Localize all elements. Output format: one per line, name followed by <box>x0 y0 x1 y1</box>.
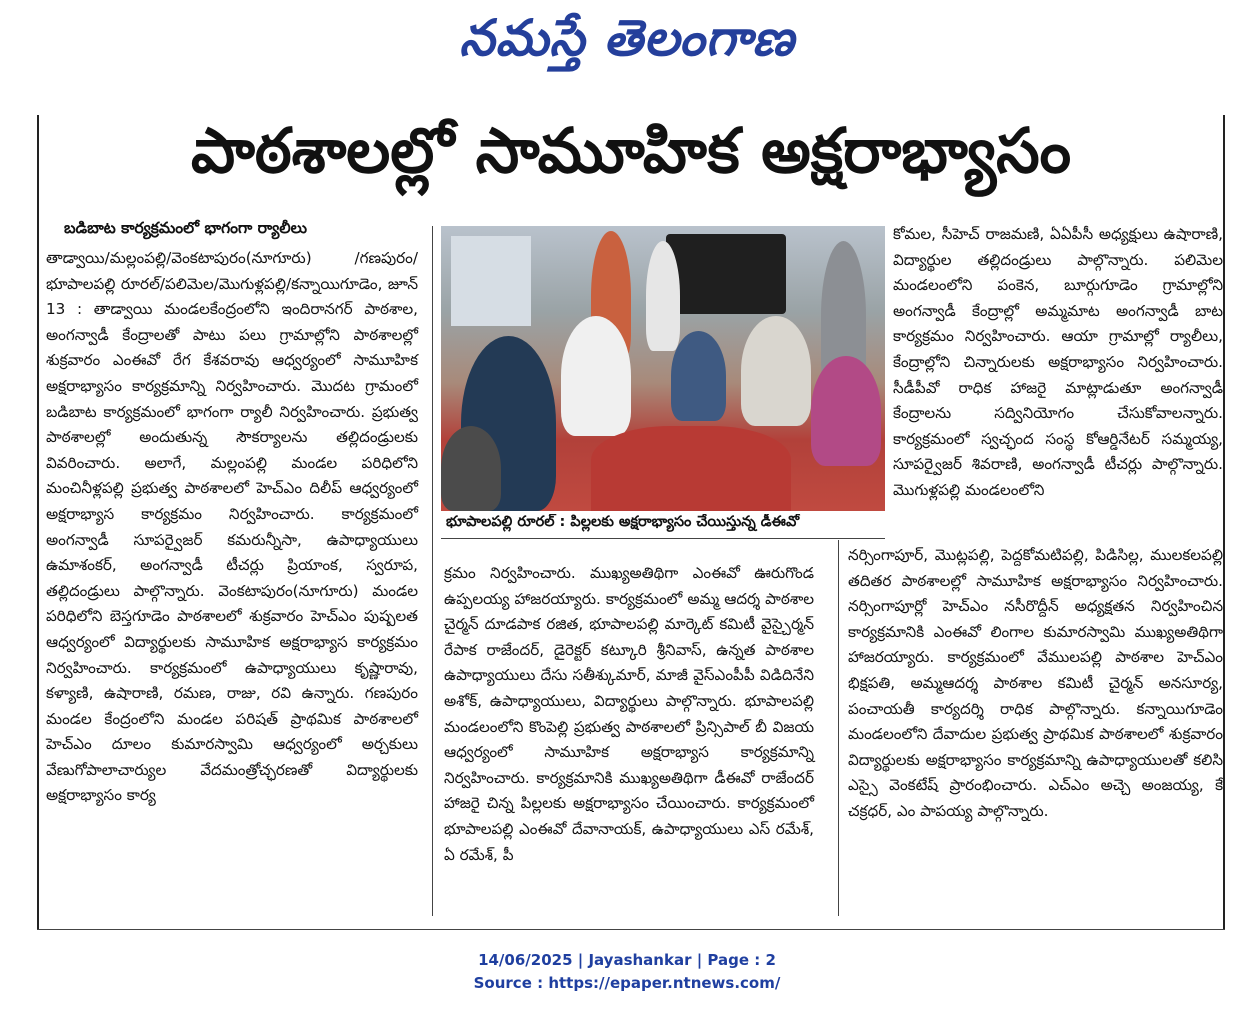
article-column-3 <box>893 222 1223 504</box>
photo-caption: భూపాలపల్లి రూరల్ : పిల్లలకు అక్షరాభ్యాసం చేయిస్తున్న డీఈవో <box>446 514 800 530</box>
photo-person <box>441 426 501 511</box>
footer-dateline: 14/06/2025 | Jayashankar | Page : 2 <box>478 951 776 969</box>
caption-rule <box>441 538 885 539</box>
clip-bottom-border <box>37 929 1225 930</box>
clip-border-left <box>37 115 39 930</box>
photo-carpet <box>591 426 791 511</box>
photo-person <box>741 316 811 426</box>
column-1-text: తాడ్వాయి/మల్లంపల్లి/వెంకటాపురం(నూగూరు) /గణపురం/భూపాలపల్లి రూరల్/పలిమెల/మొగుళ్లపల్లి/కన్నాయిగూడెం, జూన్ 13 : తాడ్వాయి మండలకేంద్రంలోని ఇందిరానగర్ పాఠశాల, అంగన్వాడీ కేంద్రాలతో పాటు పలు గ్రామాల్లోని పాఠశాలల్లో శుక్రవారం ఎంఈవో రేగ కేశవరావు ఆధ్వర్యంలో సామూహిక అక్షరాభ్యాసం కార్యక్రమాన్ని నిర్వహించారు. మొదట గ్రామంలో బడిబాట కార్యక్రమంలో భాగంగా ర్యాలీ నిర్వహించారు. ప్రభుత్వ పాఠశాలల్లో అందుతున్న సౌకర్యాలను తల్లిదండ్రులకు వివరించారు. అలాగే, మల్లంపల్లి మండల పరిధిలోని మంచినీళ్లపల్లి ప్రభుత్వ పాఠశాలలో హెచ్ఎం దిలీప్ ఆధ్వర్యంలో అక్షరాభ్యాస కార్యక్రమం నిర్వహించారు. కార్యక్రమంలో అంగన్వాడీ సూపర్వైజర్ కమరున్నీసా, ఉపాధ్యాయులు ఉమాశంకర్, అంగన్వాడీ టీచర్లు ప్రియాంక, స్వరూప, తల్లిదండ్రులు పాల్గొన్నారు. వెంకటాపురం(నూగూరు) మండల పరిధిలోని బెస్తగూడెం పాఠశాలలో శుక్రవారం హెచ్ఎం పుష్పలత ఆధ్వర్యంలో విద్యార్థులకు సామూహిక అక్షరాభ్యాస కార్యక్రమం నిర్వహించారు. కార్యక్రమంలో ఉపాధ్యాయులు కృష్ణారావు, కళ్యాణి, ఉషారాణి, రమణ, రాజు, రవి ఉన్నారు. గణపురం మండల కేంద్రంలోని మండల పరిషత్ ప్రాథమిక పాఠశాలలో హెచ్ఎం దూలం కుమారస్వామి ఆధ్వర్యంలో అర్చకులు వేణుగోపాలాచార్యుల వేదమంత్రోచ్ఛరణతో విద్యార్థులకు అక్షరాభ్యాసం కార్య <box>46 249 418 805</box>
column-3-text: కోమల, సీహెచ్ రాజమణి, ఏఏపీసీ అధ్యక్షులు ఉషారాణి, విద్యార్థుల తల్లిదండ్రులు పాల్గొన్నారు. పలిమెల మండలంలోని పంకెన, బూర్గుగూడెం గ్రామాల్లోని అంగన్వాడీ కేంద్రాల్లో అమ్మమాట అంగన్వాడీ బాట కార్యక్రమం నిర్వహించారు. ఆయా గ్రామాల్లో ర్యాలీలు, కేంద్రాల్లోని చిన్నారులకు అక్షరాభ్యాసం నిర్వహించారు. సీడీపీవో రాధిక హాజరై మాట్లాడుతూ అంగన్వాడీ కేంద్రాలను సద్వినియోగం చేసుకోవాలన్నారు. కార్యక్రమంలో స్వచ్ఛంద సంస్థ కోఆర్డినేటర్ సమ్మయ్య, సూపర్వైజర్ శివరాణి, అంగన్వాడీ టీచర్లు పాల్గొన్నారు. మొగుళ్లపల్లి మండలంలోని <box>893 225 1223 499</box>
photo-person <box>811 356 881 466</box>
news-photo <box>441 226 885 511</box>
headline: పాఠశాలల్లో సామూహిక అక్షరాభ్యాసం <box>190 114 1072 187</box>
column-2-text: క్రమం నిర్వహించారు. ముఖ్యఅతిథిగా ఎంఈవో ఊరుగొండ ఉప్పలయ్య హాజరయ్యారు. కార్యక్రమంలో అమ్మ ఆదర్శ పాఠశాల చైర్మన్ దూడపాక రజిత, భూపాలపల్లి మార్కెట్ కమిటీ వైస్చైర్మన్ రేపాక రాజేందర్, డైరెక్టర్ కట్కూరి శ్రీనివాస్, ఉన్నత పాఠశాల ఉపాధ్యాయులు దేసు సతీశ్కుమార్, మాజీ వైస్ఎంపీపీ విడిదినేని అశోక్, ఉపాధ్యాయులు, విద్యార్థులు పాల్గొన్నారు. భూపాలపల్లి మండలంలోని కొంపెల్లి ప్రభుత్వ పాఠశాలలో ప్రిన్సిపాల్ బీ విజయ ఆధ్వర్యంలో సామూహిక అక్షరాభ్యాస కార్యక్రమాన్ని నిర్వహించారు. కార్యక్రమానికి ముఖ్యఅతిథిగా డీఈవో రాజేందర్ హాజరై చిన్న పిల్లలకు అక్షరాభ్యాసం చేయించారు. కార్యక్రమంలో భూపాలపల్లి ఎంఈవో దేవానాయక్, ఉపాధ్యాయులు ఎస్ రమేశ్, ఏ రమేశ్, పీ <box>444 564 814 864</box>
article-column-2 <box>444 561 814 868</box>
column-divider <box>432 226 433 916</box>
article-column-4 <box>848 543 1223 825</box>
photo-window <box>451 236 531 326</box>
column-divider <box>838 540 839 916</box>
clip-border-right <box>1223 115 1225 930</box>
footer-source: Source : https://epaper.ntnews.com/ <box>473 974 781 992</box>
photo-blackboard <box>666 234 786 314</box>
photo-person <box>561 316 631 436</box>
masthead-logo: నమస్తే తెలంగాణ <box>459 8 795 67</box>
photo-person <box>671 331 726 421</box>
subheadline: బడిబాట కార్యక్రమంలో భాగంగా ర్యాలీలు <box>64 219 308 237</box>
article-column-1 <box>46 246 418 809</box>
photo-person <box>646 241 680 351</box>
column-4-text: నర్సింగాపూర్, మొట్లపల్లి, పెద్దకోమటిపల్లి, పిడిసిల్ల, ములకలపల్లి తదితర పాఠశాలల్లో సామూహిక అక్షరాభ్యాసం నిర్వహించారు. నర్సింగాపూర్లో హెచ్ఎం నసీరొద్దీన్ అధ్యక్షతన నిర్వహించిన కార్యక్రమానికి ఎంఈవో లింగాల కుమారస్వామి ముఖ్యఅతిథిగా హాజరయ్యారు. కార్యక్రమంలో వేములపల్లి పాఠశాల హెచ్ఎం భిక్షపతి, అమ్మఆదర్శ పాఠశాల కమిటీ చైర్మన్ అనసూర్య, పంచాయతీ కార్యదర్శి రాధిక పాల్గొన్నారు. కన్నాయిగూడెం మండలంలోని దేవాదుల ప్రభుత్వ ప్రాథమిక పాఠశాలలో శుక్రవారం విద్యార్థులకు అక్షరాభ్యాసం కార్యక్రమాన్ని ఉపాధ్యాయులతో కలిసి ఎస్సై వెంకటేష్ ప్రారంభించారు. ఎచ్ఎం అచ్చె అంజయ్య, కే చక్రధర్, ఎం పాపయ్య పాల్గొన్నారు. <box>848 546 1223 820</box>
